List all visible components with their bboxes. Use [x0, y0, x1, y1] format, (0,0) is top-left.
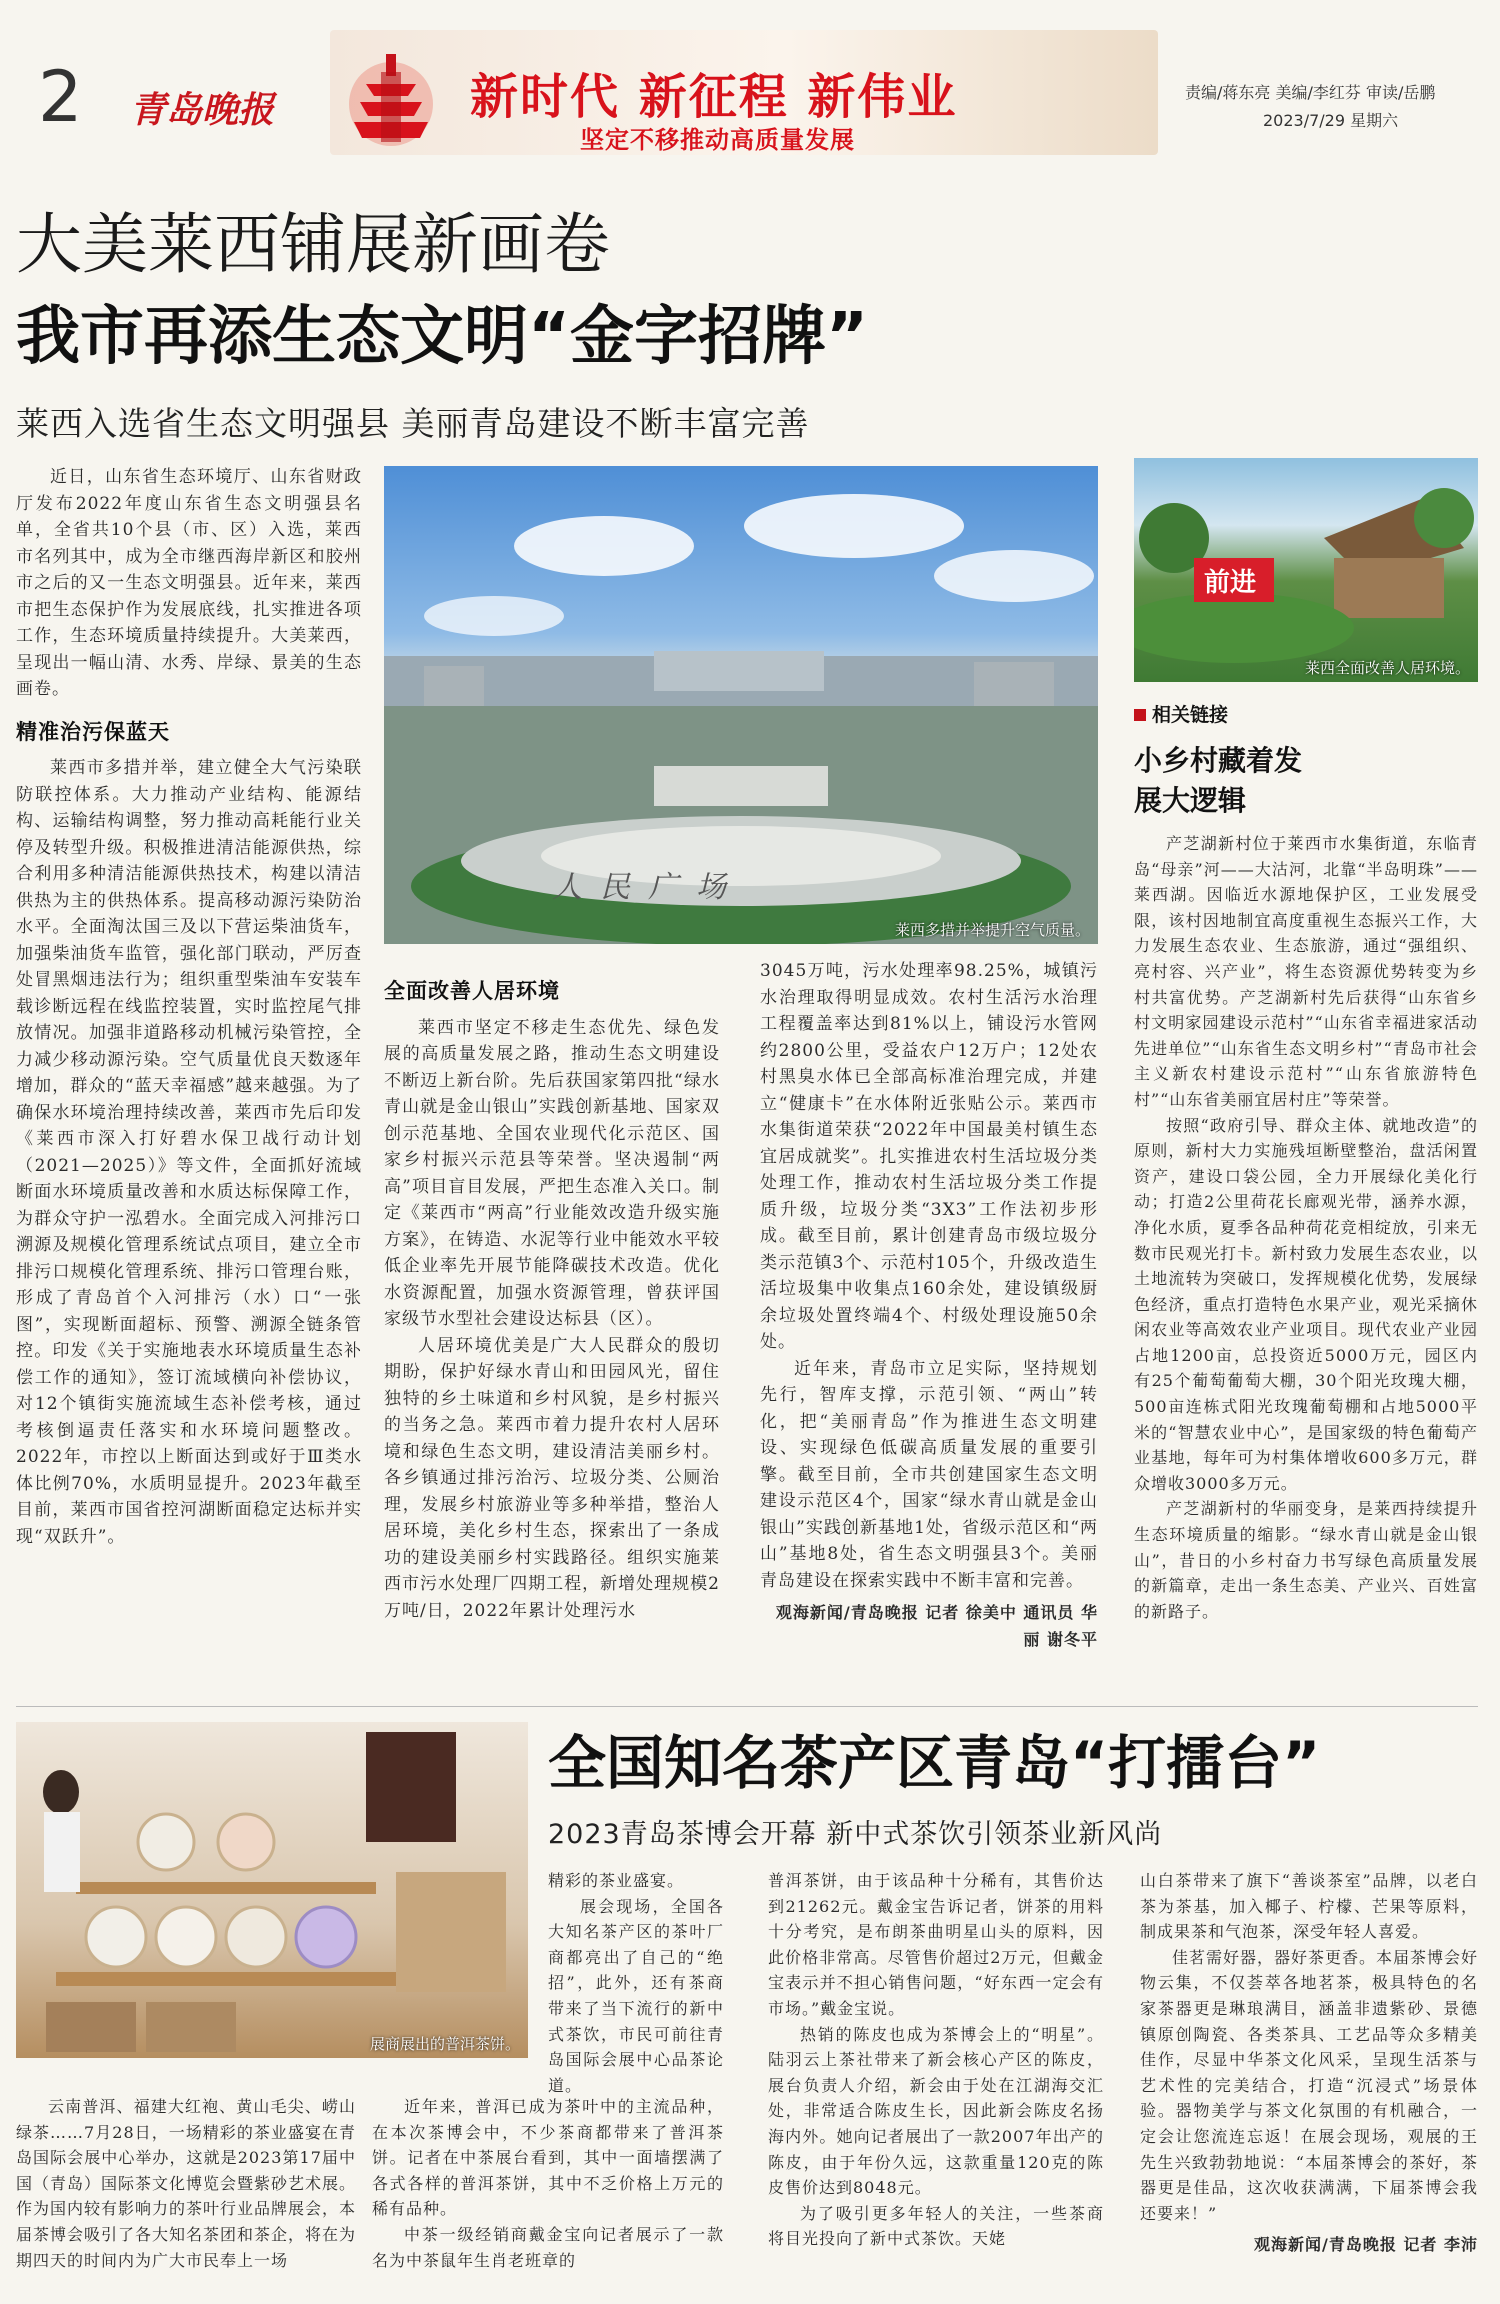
- side-photo-village: [1134, 458, 1478, 682]
- article2-col2-c: 为了吸引更多年轻人的关注，一些茶商将目光投向了新中式茶饮。天姥: [768, 2203, 1104, 2249]
- sidebar-text-2: 按照“政府引导、群众主体、就地改造”的原则，新村大力实施残垣断壁整治，盘活闲置资产，建设口袋公园，全力开展绿化美化行动；打造2公里荷花长廊观光带，涵养水源，净化水质，夏季各品种荷花竞相绽放，引来无数市民观光打卡。新村致力发展生态农业，以土地流转为突破口，发挥规模化优势，发展绿色经济，重点打造特色水果产业，观光采摘休闲农业等高效农业产业项目。现代农业产业园占地1200亩，总投资近5000万元，园区内有25个葡萄葡萄大棚，30个阳光玫瑰大棚，500亩连栋式阳光玫瑰葡萄棚和占地5000平米的“智慧农业中心”，是国家级的特色葡萄产业基地，每年可为村集体增收600多万元，群众增收3000多万元。: [1134, 1115, 1478, 1493]
- article1-section2-text1: 莱西市坚定不移走生态优先、绿色发展的高质量发展之路，推动生态文明建设不断迈上新台阶。先后获国家第四批“绿水青山就是金山银山”实践创新基地、国家双创示范基地、全国农业现代化示范区、国家乡村振兴示范县等荣誉。坚决遏制“两高”项目盲目发展，严把生态准入关口。制定《莱西市“两高”行业能效改造升级实施方案》，在铸造、水泥等行业中能效水平较低企业率先开展节能降碳技术改造。优化水资源配置，加强水资源管理，曾获评国家级节水型社会建设达标县（区）。: [384, 1017, 720, 1329]
- main-photo-people-square: [384, 466, 1098, 944]
- sidebar-tag-marker: [1134, 709, 1146, 721]
- article2-col2-a: 普洱茶饼，由于该品种十分稀有，其售价达到21262元。戴金宝告诉记者，饼茶的用料十分考究，是布朗茶曲明星山头的原料，因此价格非常高。尽管售价超过2万元，但戴金宝表示并不担心销售问题，“好东西一定会有市场。”戴金宝说。: [768, 1871, 1104, 2018]
- article1-section1-text: 莱西市多措并举，建立健全大气污染联防联控体系。大力推动产业结构、能源结构、运输结构调整，努力推动高耗能行业关停及转型升级。积极推进清洁能源供热，综合利用多种清洁能源供热技术，构建以清洁供热为主的供热体系。提高移动源污染防治水平。全面淘汰国三及以下营运柴油货车，加强柴油货车监管，强化部门联动，严厉查处冒黑烟违法行为；组织重型柴油车安装车载诊断远程在线监控装置，实时监控尾气排放情况。加强非道路移动机械污染管控，全力减少移动源污染。空气质量优良天数逐年增加，群众的“蓝天幸福感”越来越强。为了确保水环境治理持续改善，莱西市先后印发《莱西市深入打好碧水保卫战行动计划（2021—2025）》等文件，全面抓好流域断面水环境质量改善和水质达标保障工作，为群众守护一泓碧水。全面完成入河排污口溯源及规模化管理系统试点项目，建立全市排污口规模化管理系统、排污口管理台账，形成了青岛首个入河排污（水）口“一张图”，实现断面超标、预警、溯源全链条管控。印发《关于实施地表水环境质量生态补偿工作的通知》，签订流域横向补偿协议，对12个镇街实施流域生态补偿考核，通过考核倒逼责任落实和水环境问题整改。2022年，市控以上断面达到或好于Ⅲ类水体比例70%，水质明显提升。2023年截至目前，莱西市国省控河湖断面稳定达标并实现“双跃升”。: [16, 758, 362, 1547]
- banner-subslogan: 坚定不移推动高质量发展: [580, 126, 855, 154]
- article1-section2-text3: 3045万吨，污水处理率98.25%，城镇污水治理取得明显成效。农村生活污水治理工程覆盖率达到81%以上，铺设污水管网约2800公里，受益农户12万户；12处农村黑臭水体已全部高标准治理完成，并建立“健康卡”在水体附近张贴公示。莱西市水集街道荣获“2022年中国最美村镇生态宜居成就奖”。扎实推进农村生活垃圾分类处理工作，推动农村生活垃圾分类工作提质升级，垃圾分类“3X3”工作法初步形成。截至目前，累计创建青岛市级垃圾分类示范镇3个、示范村105个，升级改造生活垃圾集中收集点160余处，建设镇级厨余垃圾处置终端4个、村级处理设施50余处。: [760, 961, 1098, 1352]
- article1-credit: 观海新闻/青岛晚报 记者 徐美中 通讯员 华丽 谢冬平: [775, 1603, 1098, 1649]
- tower-emblem-icon: [336, 44, 446, 154]
- article2-lead: 云南普洱、福建大红袍、黄山毛尖、崂山绿茶……7月28日，一场精彩的茶业盛宴在青岛国际会展中心举办，这就是2023第17届中国（青岛）国际茶文化博览会暨紫砂艺术展。作为国内较有影响力的茶叶行业品牌展会，本届茶博会吸引了各大知名茶团和茶企，将在为期四天的时间内为广大市民奉上一场: [16, 2097, 357, 2270]
- article1-kicker: 大美莱西铺展新画卷: [16, 206, 610, 283]
- article1-deck: 莱西入选省生态文明强县 美丽青岛建设不断丰富完善: [16, 404, 810, 443]
- article2-column-1: [548, 1868, 724, 2098]
- article2-col1-c: 近年来，普洱已成为茶叶中的主流品种，在本次茶博会中，不少茶商都带来了普洱茶饼。记者在中茶展台看到，其中一面墙摆满了各式各样的普洱茶饼，其中不乏价格上万元的稀有品种。: [372, 2097, 724, 2219]
- article1-column-3: [760, 958, 1098, 1653]
- article2-col1-a: 精彩的茶业盛宴。: [548, 1871, 685, 1890]
- article2-deck: 2023青岛茶博会开幕 新中式茶饮引领茶业新风尚: [548, 1819, 1163, 1850]
- sidebar-related-link: [1134, 700, 1478, 1624]
- article1-section2-text4: 近年来，青岛市立足实际，坚持规划先行，智库支撑，示范引领、“两山”转化，把“美丽青岛”作为推进生态文明建设、实现绿色低碳高质量发展的重要引擎。截至目前，全市共创建国家生态文明建设示范区4个，国家“绿水青山就是金山银山”实践创新基地1处，省级示范区和“两山”基地8处，省生态文明强县3个。美丽青岛建设在探索实践中不断丰富和完善。: [760, 1358, 1098, 1591]
- article2-col3-a: 山白茶带来了旗下“善谈茶室”品牌，以老白茶为茶基，加入椰子、柠檬、芒果等原料，制成果茶和气泡茶，深受年轻人喜爱。: [1140, 1871, 1478, 1942]
- article2-column-1-lower: [372, 2094, 724, 2273]
- article1-column-2: [384, 968, 720, 1624]
- sidebar-title: 小乡村藏着发展大逻辑: [1134, 744, 1303, 817]
- page-number: 2: [38, 56, 83, 138]
- article1-headline: 我市再添生态文明“金字招牌”: [16, 300, 869, 374]
- side-photo-illustration: [1134, 458, 1478, 682]
- sidebar-text-1: 产芝湖新村位于莱西市水集街道，东临青岛“母亲”河——大沽河，北靠“半岛明珠”——莱西湖。因临近水源地保护区，工业发展受限，该村因地制宜高度重视生态振兴工作，大力发展生态农业、生态旅游，通过“强组织、亮村容、兴产业”，将生态资源优势转变为乡村共富优势。产芝湖新村先后获得“山东省乡村文明家园建设示范村”“山东省幸福进家活动先进单位”“山东省生态文明乡村”“青岛市社会主义新农村建设示范村”“山东省旅游特色村”“山东省美丽宜居村庄”等荣誉。: [1134, 834, 1478, 1109]
- main-photo-caption: 莱西多措并举提升空气质量。: [894, 921, 1090, 939]
- sidebar-text-3: 产芝湖新村的华丽变身，是莱西持续提升生态环境质量的缩影。“绿水青山就是金山银山”，昔日的小乡村奋力书写绿色高质量发展的新篇章，走出一条生态美、产业兴、百姓富的新路子。: [1134, 1499, 1478, 1621]
- article2-col1-d: 中茶一级经销商戴金宝向记者展示了一款名为中茶鼠年生肖老班章的: [372, 2224, 724, 2270]
- editors-line: 责编/蒋东亮 美编/李红芬 审读/岳鹏: [1185, 83, 1436, 102]
- article2-credit: 观海新闻/青岛晚报 记者 李沛: [1254, 2235, 1478, 2255]
- section-divider: [16, 1706, 1478, 1707]
- sidebar-tag-label: 相关链接: [1152, 704, 1229, 726]
- article2-col2-b: 热销的陈皮也成为茶博会上的“明星”。陆羽云上茶社带来了新会核心产区的陈皮，展台负责人介绍，新会由于处在江湖海交汇处，非常适合陈皮生长，因此新会陈皮名扬海内外。她向记者展出了一款2007年出产的陈皮，由于年份久远，这款重量120克的陈皮售价达到8048元。: [768, 2024, 1104, 2198]
- sidebar-body: [1134, 831, 1478, 1624]
- tea-expo-photo: [16, 1722, 528, 2058]
- article1-column-1: [16, 464, 362, 1550]
- article2-lead-column: [16, 2094, 356, 2273]
- article2-column-2: [768, 1868, 1104, 2252]
- banner: [330, 30, 1158, 155]
- tea-expo-photo-caption: 展商展出的普洱茶饼。: [369, 2035, 520, 2053]
- article1-subhead-1: 精准治污保蓝天: [16, 719, 170, 744]
- paper-name-logo: 青岛晚报: [130, 89, 275, 131]
- side-photo-sign: 前进: [1204, 568, 1257, 598]
- main-photo-square-text: 人民广场: [552, 870, 744, 905]
- article2-column-3: [1140, 1868, 1478, 2258]
- article1-section2-text2: 人居环境优美是广大人民群众的殷切期盼，保护好绿水青山和田园风光，留住独特的乡土味道和乡村风貌，是乡村振兴的当务之急。莱西市着力提升农村人居环境和绿色生态文明，建设清洁美丽乡村。各乡镇通过排污治污、垃圾分类、公厕治理，发展乡村旅游业等多种举措，整治人居环境，美化乡村生态，探索出了一条成功的建设美丽乡村实践路径。组织实施莱西市污水处理厂四期工程，新增处理规模2万吨/日，2022年累计处理污水: [384, 1335, 720, 1621]
- issue-date: 2023/7/29 星期六: [1263, 111, 1399, 130]
- article2-col1-b: 展会现场，全国各大知名茶产区的茶叶厂商都亮出了自己的“绝招”，此外，还有茶商带来了当下流行的新中式茶饮，市民可前往青岛国际会展中心品茶论道。: [548, 1896, 724, 2095]
- article2-headline: 全国知名茶产区青岛“打擂台”: [548, 1729, 1321, 1797]
- article1-subhead-2: 全面改善人居环境: [384, 979, 560, 1003]
- side-photo-caption: 莱西全面改善人居环境。: [1304, 659, 1470, 677]
- article2-col3-b: 佳茗需好器，器好茶更香。本届茶博会好物云集，不仅荟萃各地茗茶，极具特色的名家茶器更是琳琅满目，涵盖非遗紫砂、景德镇原创陶瓷、各类茶具、工艺品等众多精美佳作，尽显中华茶文化风采，呈现生活茶与艺术性的完美结合，打造“沉浸式”场景体验。器物美学与茶文化氛围的有机融合，一定会让您流连忘返！在展会现场，观展的王先生兴致勃勃地说：“本届茶博会的茶好，茶器更是佳品，这次收获满满，下届茶博会我还要来！”: [1140, 1947, 1479, 2223]
- sidebar-tag: [1134, 700, 1478, 727]
- article1-intro: 近日，山东省生态环境厅、山东省财政厅发布2022年度山东省生态文明强县名单，全省共10个县（市、区）入选，莱西市名列其中，成为全市继西海岸新区和胶州市之后的又一生态文明强县。近年来，莱西市把生态保护作为发展底线，扎实推进各项工作，生态环境质量持续提升。大美莱西，呈现出一幅山清、水秀、岸绿、景美的生态画卷。: [16, 467, 362, 699]
- tea-expo-illustration: [16, 1722, 528, 2058]
- masthead: [0, 0, 1500, 160]
- banner-slogan: 新时代 新征程 新伟业: [470, 69, 958, 125]
